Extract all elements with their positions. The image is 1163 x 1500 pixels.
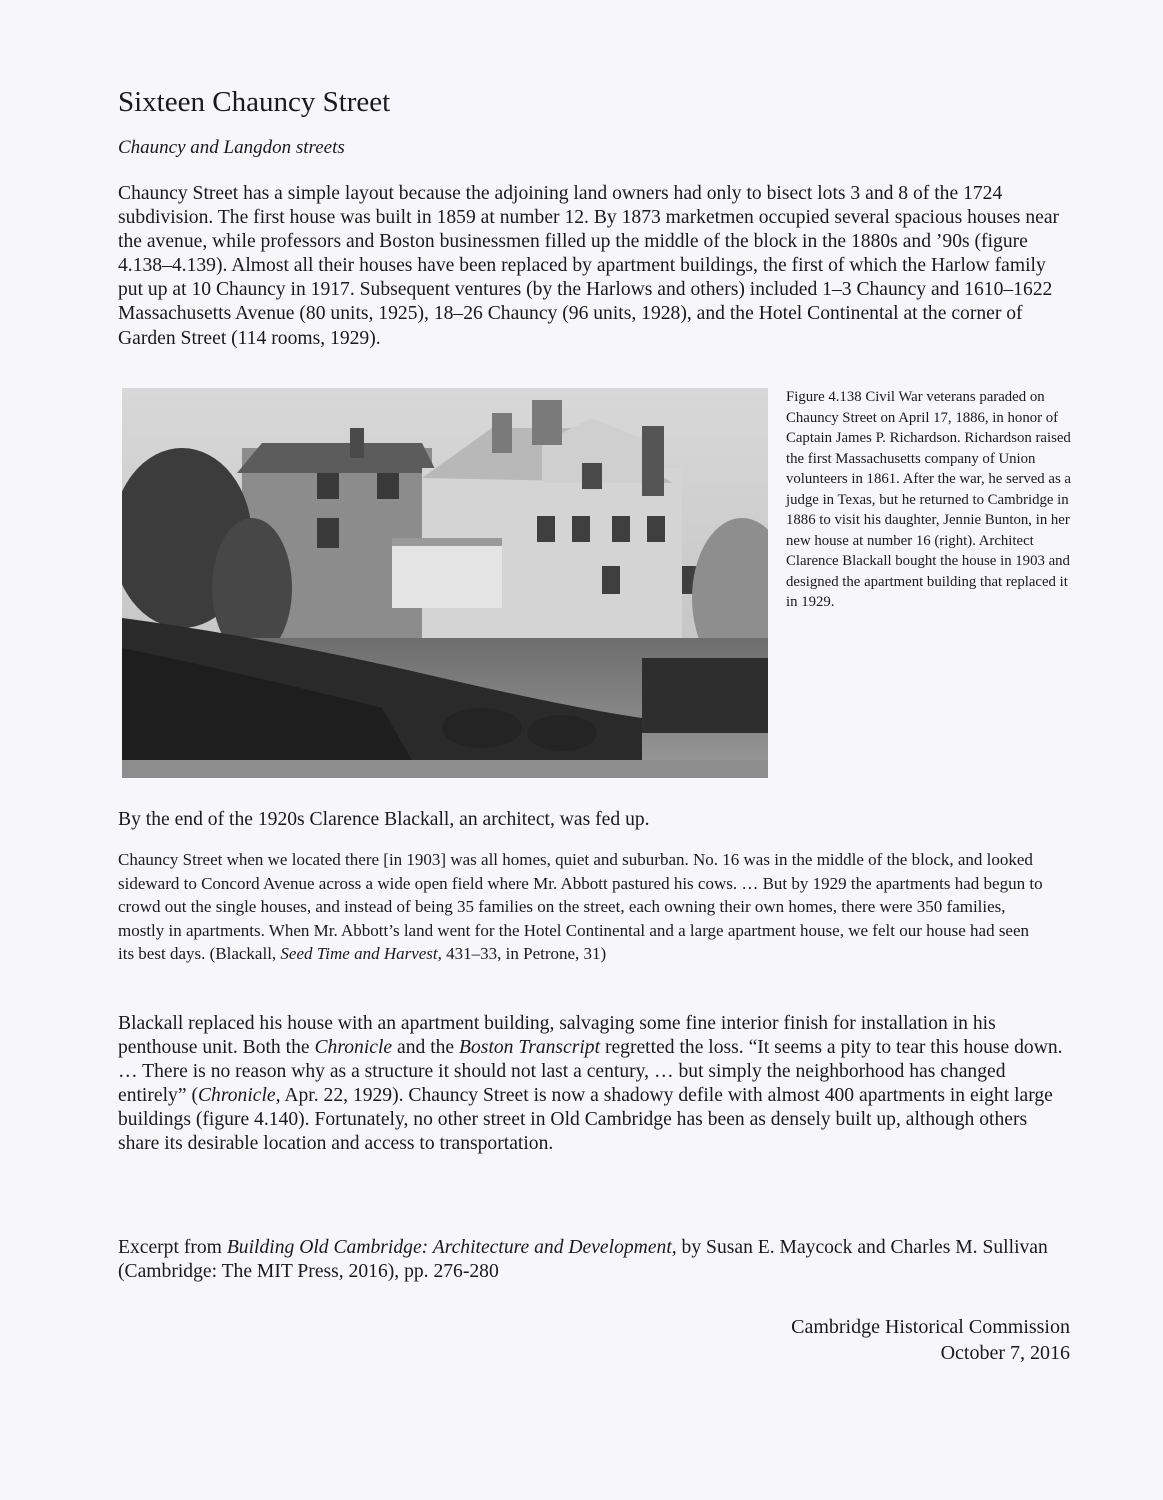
closing-text-d: Apr. 22, 1929). Chauncy Street is now a shadowy defile with almost 400 apartments in eight large buildings (figure 4.140). Fortunately, no other street in Old Cambridge has been as densely built up, although others share its desirable location and access to transportation.	[118, 1085, 1053, 1155]
quote-book-title: Seed Time and Harvest,	[280, 944, 442, 963]
closing-text-b: and the	[392, 1037, 460, 1059]
signature-date: October 7, 2016	[940, 1342, 1070, 1364]
excerpt-lead: Excerpt from	[118, 1237, 227, 1258]
intro-paragraph: Chauncy Street has a simple layout because the adjoining land owners had only to bisect lots 3 and 8 of the 1724 subdivision. The first house was built in 1859 at number 12. By 1873 marketmen occupied several spacious houses near the avenue, while professors and Boston businessmen filled up the middle of the block in the 1880s and ’90s (figure 4.138–4.139). Almost all their houses have been replaced by apartment buildings, the first of which the Harlow family put up at 10 Chauncy in 1917. Subsequent ventures (by the Harlows and others) included 1–3 Chauncy and 1610–1622 Massachusetts Avenue (80 units, 1925), 18–26 Chauncy (96 units, 1928), and the Hotel Continental at the corner of Garden Street (114 rooms, 1929).	[118, 183, 1060, 349]
parade-photograph	[122, 388, 768, 778]
chronicle-citation: Chronicle,	[197, 1085, 281, 1107]
closing-paragraph	[118, 1012, 1068, 1157]
signature-organization: Cambridge Historical Commission	[791, 1316, 1070, 1338]
page-subtitle: Chauncy and Langdon streets	[118, 137, 345, 158]
transition-paragraph: By the end of the 1920s Clarence Blackall, an architect, was fed up.	[118, 809, 650, 830]
excerpt-details: by Susan E. Maycock and Charles M. Sullivan (Cambridge: The MIT Press, 2016), pp. 276-280	[118, 1237, 1048, 1283]
chronicle-title: Chronicle	[314, 1037, 393, 1059]
quote-citation: 431–33, in Petrone, 31)	[441, 944, 607, 963]
excerpt-source	[118, 1236, 1068, 1284]
quote-text: Chauncy Street when we located there [in 1903] was all homes, quiet and suburban. No. 16 was in the middle of the block, and looked sideward to Concord Avenue across a wide open field where Mr. Abbott pastured his cows. … But by 1929 the apartments had begun to crowd out the single houses, and instead of being 35 families on the street, each owning their own homes, there were 350 families, mostly in apartments. When Mr. Abbott’s land went for the Hotel Continental and a large apartment house, we felt our house had seen its best days. (Blackall,	[118, 850, 1043, 963]
closing-text-a: Blackall replaced his house with an apartment building, salvaging some fine interior finish for installation in his penthouse unit. Both the	[118, 1013, 996, 1059]
closing-text-c: regretted the loss. “It seems a pity to tear this house down. … There is no reason why as a structure it should not last a century, … but simply the neighborhood has changed entirely” (	[118, 1037, 1063, 1107]
excerpt-book-title: Building Old Cambridge: Architecture and Development,	[226, 1237, 677, 1258]
transcript-title: Boston Transcript	[459, 1037, 601, 1059]
page-title: Sixteen Chauncy Street	[118, 86, 391, 118]
signature-block	[791, 1314, 1070, 1366]
figure-caption: Figure 4.138 Civil War veterans paraded on Chauncy Street on April 17, 1886, in honor of Captain James P. Richardson. Richardson raised the first Massachusetts company of Union volunteers in 1861. After the war, he served as a judge in Texas, but he returned to Cambridge in 1886 to visit his daughter, Jennie Bunton, in her new house at number 16 (right). Architect Clarence Blackall bought the house in 1903 and designed the apartment building that replaced it in 1929.	[786, 389, 1071, 610]
blackall-quote	[118, 848, 1048, 966]
